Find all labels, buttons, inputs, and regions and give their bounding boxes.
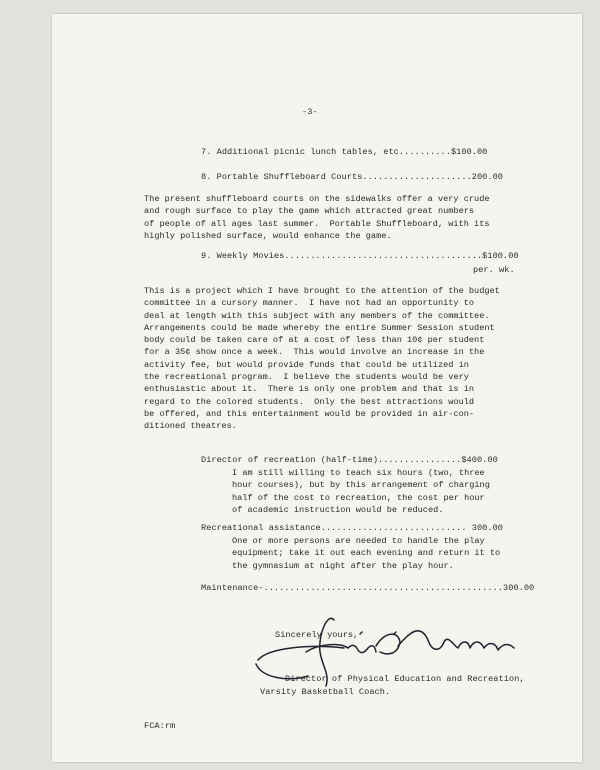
document-page xyxy=(52,14,582,762)
item-9-weekly-movies: 9. Weekly Movies......................................$100.00 xyxy=(201,251,519,261)
item-8-shuffleboard-courts: 8. Portable Shuffleboard Courts.....................200.00 xyxy=(201,172,504,182)
paragraph-line: The present shuffleboard courts on the sidewalks offer a very crude xyxy=(144,194,490,204)
typist-initials: FCA:rm xyxy=(144,721,176,731)
paragraph-line: This is a project which I have brought to the attention of the budget xyxy=(144,286,500,296)
closing-salutation: Sincerely yours, xyxy=(275,630,359,640)
note-line: equipment; take it out each evening and return it to xyxy=(232,548,501,559)
paragraph-line: for a 35¢ show once a week. This would involve an increase in the xyxy=(144,347,485,358)
director-of-recreation-line: Director of recreation (half-time)................$400.00 xyxy=(201,455,498,465)
paragraph-line: ditioned theatres. xyxy=(144,421,237,432)
paragraph-line: be offered, and this entertainment would be provided in air-con- xyxy=(144,408,475,419)
recreational-assistance-line: Recreational assistance............................ 300.00 xyxy=(201,523,504,533)
signer-title-line-2: Varsity Basketball Coach. xyxy=(260,687,391,697)
page-number: -3- xyxy=(302,107,318,117)
note-line: the gymnasium at night after the play hour. xyxy=(232,560,454,571)
signature-stroke xyxy=(376,634,400,654)
signature-stroke xyxy=(360,632,396,634)
paragraph-line: and rough surface to play the game which attracted great numbers xyxy=(144,206,475,217)
director-note xyxy=(232,467,490,516)
movies-paragraph xyxy=(144,285,500,433)
signature-stroke xyxy=(398,631,514,650)
item-7-picnic-tables: 7. Additional picnic lunch tables, etc..........$100.00 xyxy=(201,147,488,157)
shuffleboard-paragraph xyxy=(144,193,490,242)
paragraph-line: deal at length with this subject with any members of the committee. xyxy=(144,310,490,321)
paragraph-line: committee in a cursory manner. I have not had an opportunity to xyxy=(144,298,475,309)
note-line: of academic instruction would be reduced. xyxy=(232,504,444,515)
item-9-unit: per. wk. xyxy=(473,265,515,275)
signer-title-line-1: Director of Physical Education and Recreation, xyxy=(285,674,525,684)
note-line: hour courses), but by this arrangement of charging xyxy=(232,480,490,491)
paragraph-line: enthusiastic about it. There is only one problem and that is in xyxy=(144,384,475,395)
paragraph-line: regard to the colored students. Only the best attractions would xyxy=(144,396,475,407)
maintenance-line: Maintenance-..............................................300.00 xyxy=(201,583,535,593)
paragraph-line: highly polished surface, would enhance the game. xyxy=(144,230,392,241)
signature-stroke xyxy=(306,645,348,652)
paragraph-line: activity fee, but would provide funds that could be utilized in xyxy=(144,359,469,370)
note-line: half of the cost to recreation, the cost per hour xyxy=(232,492,485,503)
signature-stroke xyxy=(258,647,344,661)
paragraph-line: body could be taken care of at a cost of less than 10¢ per student xyxy=(144,335,485,346)
note-line: I am still willing to teach six hours (two, three xyxy=(232,468,485,478)
signature-stroke xyxy=(348,645,376,652)
paragraph-line: Arrangements could be made whereby the entire Summer Session student xyxy=(144,322,495,333)
paragraph-line: of people of all ages last summer. Portable Shuffleboard, with its xyxy=(144,218,490,229)
note-line: One or more persons are needed to handle the play xyxy=(232,536,485,546)
paragraph-line: the recreational program. I believe the students would be very xyxy=(144,372,469,383)
assistance-note xyxy=(232,535,500,572)
